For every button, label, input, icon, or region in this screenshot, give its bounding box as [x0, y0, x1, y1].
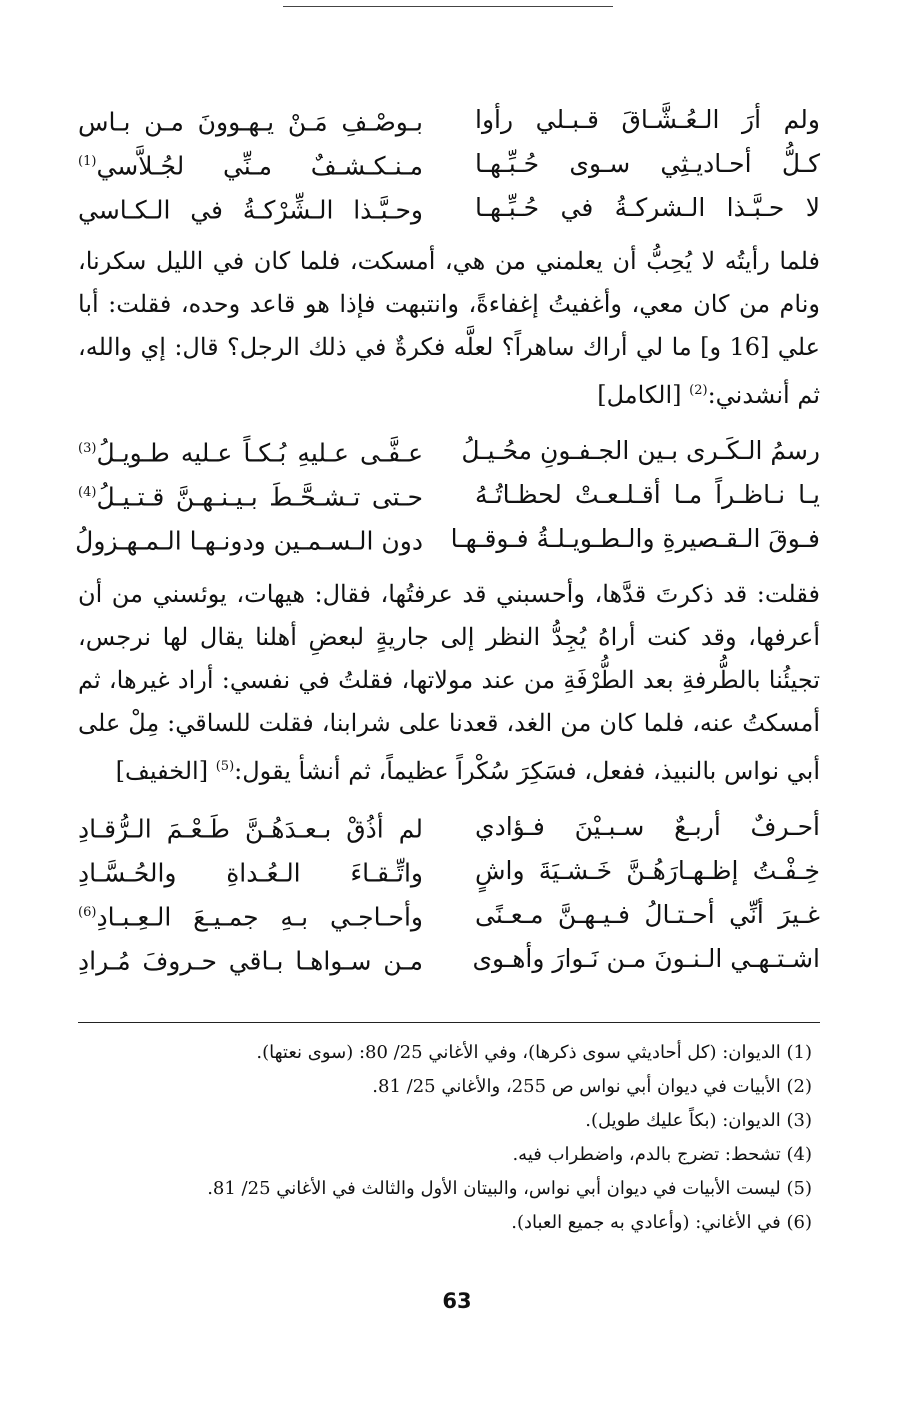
prose-paragraph-2 [78, 573, 820, 793]
prose-paragraph-1 [78, 240, 820, 417]
second-hemistich [78, 891, 423, 939]
first-hemistich: أحـرفٌ أربـعٌ سـبـيْنَ فـؤادي [475, 812, 820, 841]
paragraph-text: فقلت: قد ذكرتَ قدَّها، وأحسبني قد عرفتُها، فقال: هيهات، يوئسني من أن أعرفها، وقد كنت أراهُ يُجِدُّ النظر إلى جاريةٍ لبعضِ أهلنا يقال لها نرجس، تجيئُنا بالطُّرفةِ بعد الطُّرْفَةِ من عند مولاتها، فقلتُ في نفسي: أراد غيرها، ثم أمسكتُ عنه، فلما كان من الغد، قعدنا على شرابنا، فقلت للساقي: مِلْ على أبي نواس بالنبيذ، ففعل، فسَكِرَ سُكْراً عظيماً، ثم أنشأ يقول: [78, 580, 820, 785]
footnote: (2) الأبيات في ديوان أبي نواس ص 255، والأغاني 25/ 81. [372, 1076, 812, 1097]
meter-label: [الخفيف] [115, 757, 209, 785]
meter-label: [الكامل] [597, 381, 682, 409]
first-hemistich: لا حـبَّـذا الـشركـةُ في حُـبِّـهـا [475, 193, 820, 222]
second-hemistich [78, 935, 423, 983]
hemistich-text: دون الـسـمـين ودونـهـا الـمـهـزولُ [75, 526, 423, 556]
header-rule [283, 6, 613, 7]
second-hemistich [78, 471, 423, 519]
first-hemistich: اشـتـهـي الـنـونَ مـن نَـوارَ وأهـوى [472, 944, 820, 973]
second-hemistich [78, 96, 423, 144]
footnote-rule [78, 1022, 820, 1023]
paragraph-text: فلما رأيتُه لا يُحِبُّ أن يعلمني من هي، أمسكت، فلما كان في الليل سكرنا، ونام من كان معي، وأغفيتُ إغفاءةً، وانتبهت فإذا هو قاعد وحده، فقلت: أبا علي [16 و] ما لي أراك ساهراً؟ لعلَّه فكرةٌ في ذلك الرجل؟ قال: إي والله، ثم أنشدني: [78, 247, 820, 409]
verse [78, 849, 820, 893]
footnote: (5) ليست الأبيات في ديوان أبي نواس، والبيتان الأول والثالث في الأغاني 25/ 81. [207, 1178, 812, 1199]
verse [78, 98, 820, 142]
first-hemistich: ولم أرَ الـعُـشَّـاقَ قـبـلي رأوا [475, 105, 820, 134]
hemistich-text: حـتى تـشـحَّـطَ بـيـنـهـنَّ قـتـيـلُ [96, 482, 423, 512]
poem-3 [78, 805, 820, 981]
second-hemistich [78, 427, 423, 475]
hemistich-text: مـنـكـشـفٌ مـنِّي لجُـلاَّسي [96, 151, 423, 181]
page-number: 63 [442, 1289, 472, 1313]
verse [78, 473, 820, 517]
second-hemistich [78, 140, 423, 188]
footnote-ref: (3) [78, 440, 97, 456]
hemistich-text: عـفَّـى عـليهِ بُـكـاً عـليه طـويـلُ [96, 438, 423, 468]
first-hemistich: فـوقَ الـقـصيرةِ والـطـويـلـةُ فـوقـهـا [450, 524, 820, 553]
footnote-ref: (1) [78, 153, 97, 169]
hemistich-text: وحـبَّـذا الـشِّرْكـةُ في الـكـاسي [78, 195, 423, 225]
first-hemistich: يـا نـاظـراً مـا أقـلـعـتْ لحظـاتُـهُ [475, 480, 820, 509]
footnote-ref: (6) [78, 904, 97, 920]
verse [78, 186, 820, 230]
first-hemistich: خِـفْـتُ إظـهـارَهُـنَّ خَـشـيَةَ واشٍ [475, 856, 820, 885]
hemistich-text: مـن سـواهـا بـاقي حـروفَ مُـرادِ [78, 946, 423, 976]
second-hemistich [78, 847, 423, 895]
first-hemistich: رسمُ الـكَـرى بـين الجـفـونِ محُـيـلُ [461, 436, 820, 465]
verse [78, 937, 820, 981]
footnote: (1) الديوان: (كل أحاديثي سوى ذكرها)، وفي الأغاني 25/ 80: (سوى نعتها). [256, 1042, 812, 1063]
second-hemistich [75, 515, 423, 563]
hemistich-text: واتِّـقـاءَ الـعُـداةِ والحُـسَّـادِ [78, 858, 423, 888]
footnote: (4) تشحط: تضرج بالدم، واضطراب فيه. [512, 1144, 812, 1165]
hemistich-text: وأحـاجـي بـهِ جمـيـعَ الـعِـبـادِ [96, 902, 423, 932]
footnote: (6) في الأغاني: (وأعادي به جميع العباد). [511, 1212, 812, 1233]
verse [78, 805, 820, 849]
hemistich-text: بـوصْـفِ مَـنْ يـهـوونَ مـن بـاس [78, 107, 423, 137]
verse [75, 517, 820, 561]
second-hemistich [78, 184, 423, 232]
footnote-ref: (2) [689, 383, 708, 398]
page-body [75, 98, 820, 1233]
verse [78, 893, 820, 937]
second-hemistich [78, 803, 423, 851]
hemistich-text: لم أذُقْ بـعـدَهُـنَّ طَـعْـمَ الـرُّقـادِ [78, 814, 423, 844]
footnote: (3) الديوان: (بكاً عليك طويل). [585, 1110, 812, 1131]
poem-1 [78, 98, 820, 230]
verse [78, 142, 820, 186]
verse [78, 429, 820, 473]
first-hemistich: كـلُّ أحـاديـثِي سـوى حُـبِّـهـا [475, 149, 820, 178]
footnote-ref: (5) [215, 759, 235, 774]
footnote-ref: (4) [78, 484, 97, 500]
first-hemistich: غـيرَ أنِّي أحـتـالُ فـيـهـنَّ مـعـنًى [475, 900, 820, 929]
footnotes [78, 1036, 820, 1240]
poem-2 [75, 429, 820, 561]
